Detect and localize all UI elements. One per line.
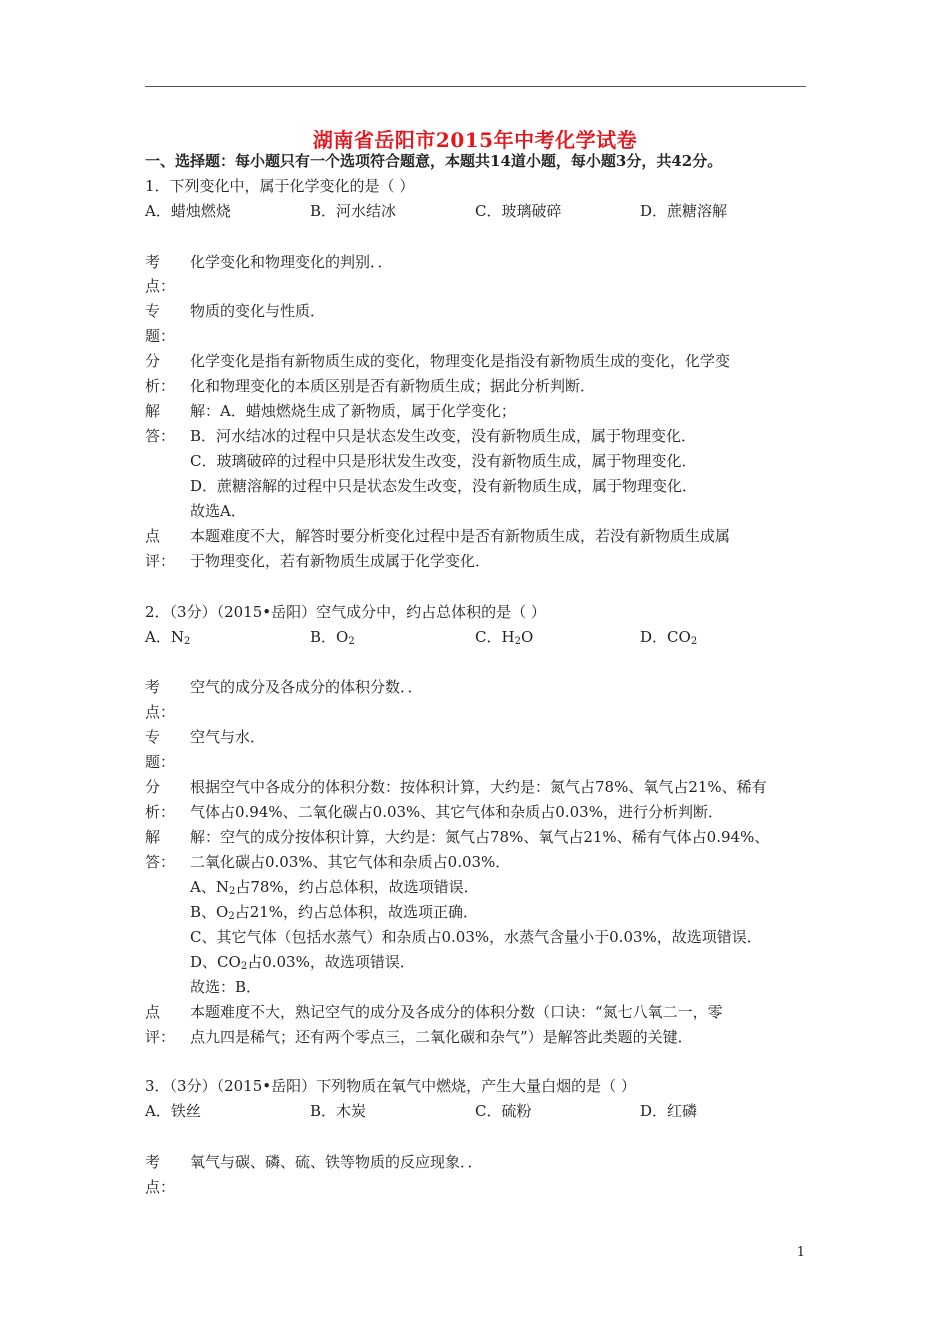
q1-dianping-line-1: 本题难度不大，解答时要分析变化过程中是否有新物质生成，若没有新物质生成属 bbox=[190, 527, 731, 545]
q2-option-b: B．$O_2$ bbox=[310, 628, 355, 647]
q3-option-b: B．木炭 bbox=[310, 1102, 367, 1120]
q1-dianping-label-2: 评： bbox=[145, 552, 176, 570]
q1-option-b: B．河水结冰 bbox=[310, 202, 397, 220]
q1-jieda-line-3: C．玻璃破碎的过程中只是形状发生改变，没有新物质生成，属于物理变化． bbox=[190, 452, 697, 470]
q2-fenxi-label-2: 析： bbox=[145, 803, 176, 821]
q3-option-c: C．硫粉 bbox=[475, 1102, 532, 1120]
q1-option-a: A．蜡烛燃烧 bbox=[145, 202, 231, 220]
q3-option-d: D．红磷 bbox=[640, 1102, 698, 1120]
q3-kaodian-label-1: 考 bbox=[145, 1153, 161, 1171]
q1-jieda-line-4: D．蔗糖溶解的过程中只是状态发生改变，没有新物质生成，属于物理变化． bbox=[190, 477, 698, 495]
q1-zhuanti-label-1: 专 bbox=[145, 302, 161, 320]
q1-fenxi-line-1: 化学变化是指有新物质生成的变化，物理变化是指没有新物质生成的变化，化学变 bbox=[190, 352, 731, 370]
q2-dianping-line-2: 点九四是稀气；还有两个零点三，二氧化碳和杂气”）是解答此类题的关键． bbox=[190, 1028, 693, 1046]
q2-kaodian-label-1: 考 bbox=[145, 678, 161, 696]
q2-jieda-option-c: C、其它气体（包括水蒸气）和杂质占0.03%，水蒸气含量小于0.03%，故选项错误． bbox=[190, 928, 762, 946]
page-title: 湖南省岳阳市2015年中考化学试卷 bbox=[312, 128, 638, 152]
q2-option-a: A．$N_2$ bbox=[145, 628, 191, 647]
q1-fenxi-label-1: 分 bbox=[145, 352, 161, 370]
section-heading: 一、选择题：每小题只有一个选项符合题意，本题共14道小题，每小题3分，共42分。 bbox=[145, 152, 723, 170]
q2-dianping-label-2: 评： bbox=[145, 1028, 176, 1046]
q2-jieda-option-d: D、$CO_2$占0.03%，故选项错误． bbox=[190, 953, 415, 972]
q2-zhuanti-label-1: 专 bbox=[145, 728, 161, 746]
q1-fenxi-line-2: 化和物理变化的本质区别是否有新物质生成；据此分析判断． bbox=[190, 377, 596, 395]
q2-stem: 2．（3分）（2015•岳阳）空气成分中，约占总体积的是（ ） bbox=[145, 603, 546, 621]
q2-fenxi-line-2: 气体占0.94%、二氧化碳占0.03%、其它气体和杂质占0.03%，进行分析判断． bbox=[190, 803, 723, 821]
q1-jieda-label-2: 答： bbox=[145, 427, 176, 445]
q3-option-a: A．铁丝 bbox=[145, 1102, 201, 1120]
q2-jieda-label-1: 解 bbox=[145, 828, 161, 846]
q1-option-d: D．蔗糖溶解 bbox=[640, 202, 728, 220]
q1-option-c: C．玻璃破碎 bbox=[475, 202, 562, 220]
q2-zhuanti-label-2: 题： bbox=[145, 753, 176, 771]
q2-jieda-option-a: A、$N_2$占78%，约占总体积，故选项错误． bbox=[190, 878, 479, 897]
q1-zhuanti: 物质的变化与性质． bbox=[190, 302, 326, 320]
q2-option-d: D．$CO_2$ bbox=[640, 628, 698, 647]
q3-stem: 3．（3分）（2015•岳阳）下列物质在氧气中燃烧，产生大量白烟的是（ ） bbox=[145, 1077, 636, 1095]
q2-jieda-line-2: 二氧化碳占0.03%、其它气体和杂质占0.03%． bbox=[190, 853, 511, 871]
q2-jieda-line-1: 解：空气的成分按体积计算，大约是：氮气占78%、氧气占21%、稀有气体占0.94%、 bbox=[190, 828, 770, 846]
q2-fenxi-line-1: 根据空气中各成分的体积分数：按体积计算，大约是：氮气占78%、氧气占21%、稀有 bbox=[190, 778, 767, 796]
q1-dianping-label-1: 点 bbox=[145, 527, 161, 545]
q1-fenxi-label-2: 析： bbox=[145, 377, 176, 395]
q2-dianping-label-1: 点 bbox=[145, 1003, 161, 1021]
page-number: 1 bbox=[796, 1245, 805, 1260]
header-rule bbox=[145, 86, 806, 87]
q1-kaodian: 化学变化和物理变化的判别．． bbox=[190, 253, 393, 271]
q1-jieda-label-1: 解 bbox=[145, 402, 161, 420]
q2-kaodian-label-2: 点： bbox=[145, 703, 176, 721]
q1-jieda-line-2: B．河水结冰的过程中只是状态发生改变，没有新物质生成，属于物理变化． bbox=[190, 427, 697, 445]
q1-jieda-line-1: 解：A．蜡烛燃烧生成了新物质，属于化学变化； bbox=[190, 402, 516, 420]
q2-option-c: C．$H_2O$ bbox=[475, 628, 534, 647]
q1-dianping-line-2: 于物理变化，若有新物质生成属于化学变化． bbox=[190, 552, 491, 570]
q1-zhuanti-label-2: 题： bbox=[145, 327, 176, 345]
q1-kaodian-label-2: 点： bbox=[145, 277, 176, 295]
q2-jieda-label-2: 答： bbox=[145, 853, 176, 871]
q2-jieda-end: 故选：B． bbox=[190, 978, 262, 996]
q2-zhuanti: 空气与水． bbox=[190, 728, 266, 746]
q1-stem: 1．下列变化中，属于化学变化的是（ ） bbox=[145, 177, 415, 195]
q1-kaodian-label-1: 考 bbox=[145, 253, 161, 271]
q2-dianping-line-1: 本题难度不大，熟记空气的成分及各成分的体积分数（口诀：“氮七八氧二一，零 bbox=[190, 1003, 723, 1021]
q3-kaodian-label-2: 点： bbox=[145, 1178, 176, 1196]
q2-jieda-option-b: B、$O_2$占21%，约占总体积，故选项正确． bbox=[190, 903, 479, 922]
q3-kaodian: 氧气与碳、磷、硫、铁等物质的反应现象．． bbox=[190, 1153, 483, 1171]
q2-kaodian: 空气的成分及各成分的体积分数．． bbox=[190, 678, 423, 696]
q1-jieda-line-5: 故选A． bbox=[190, 502, 246, 520]
q2-fenxi-label-1: 分 bbox=[145, 778, 161, 796]
